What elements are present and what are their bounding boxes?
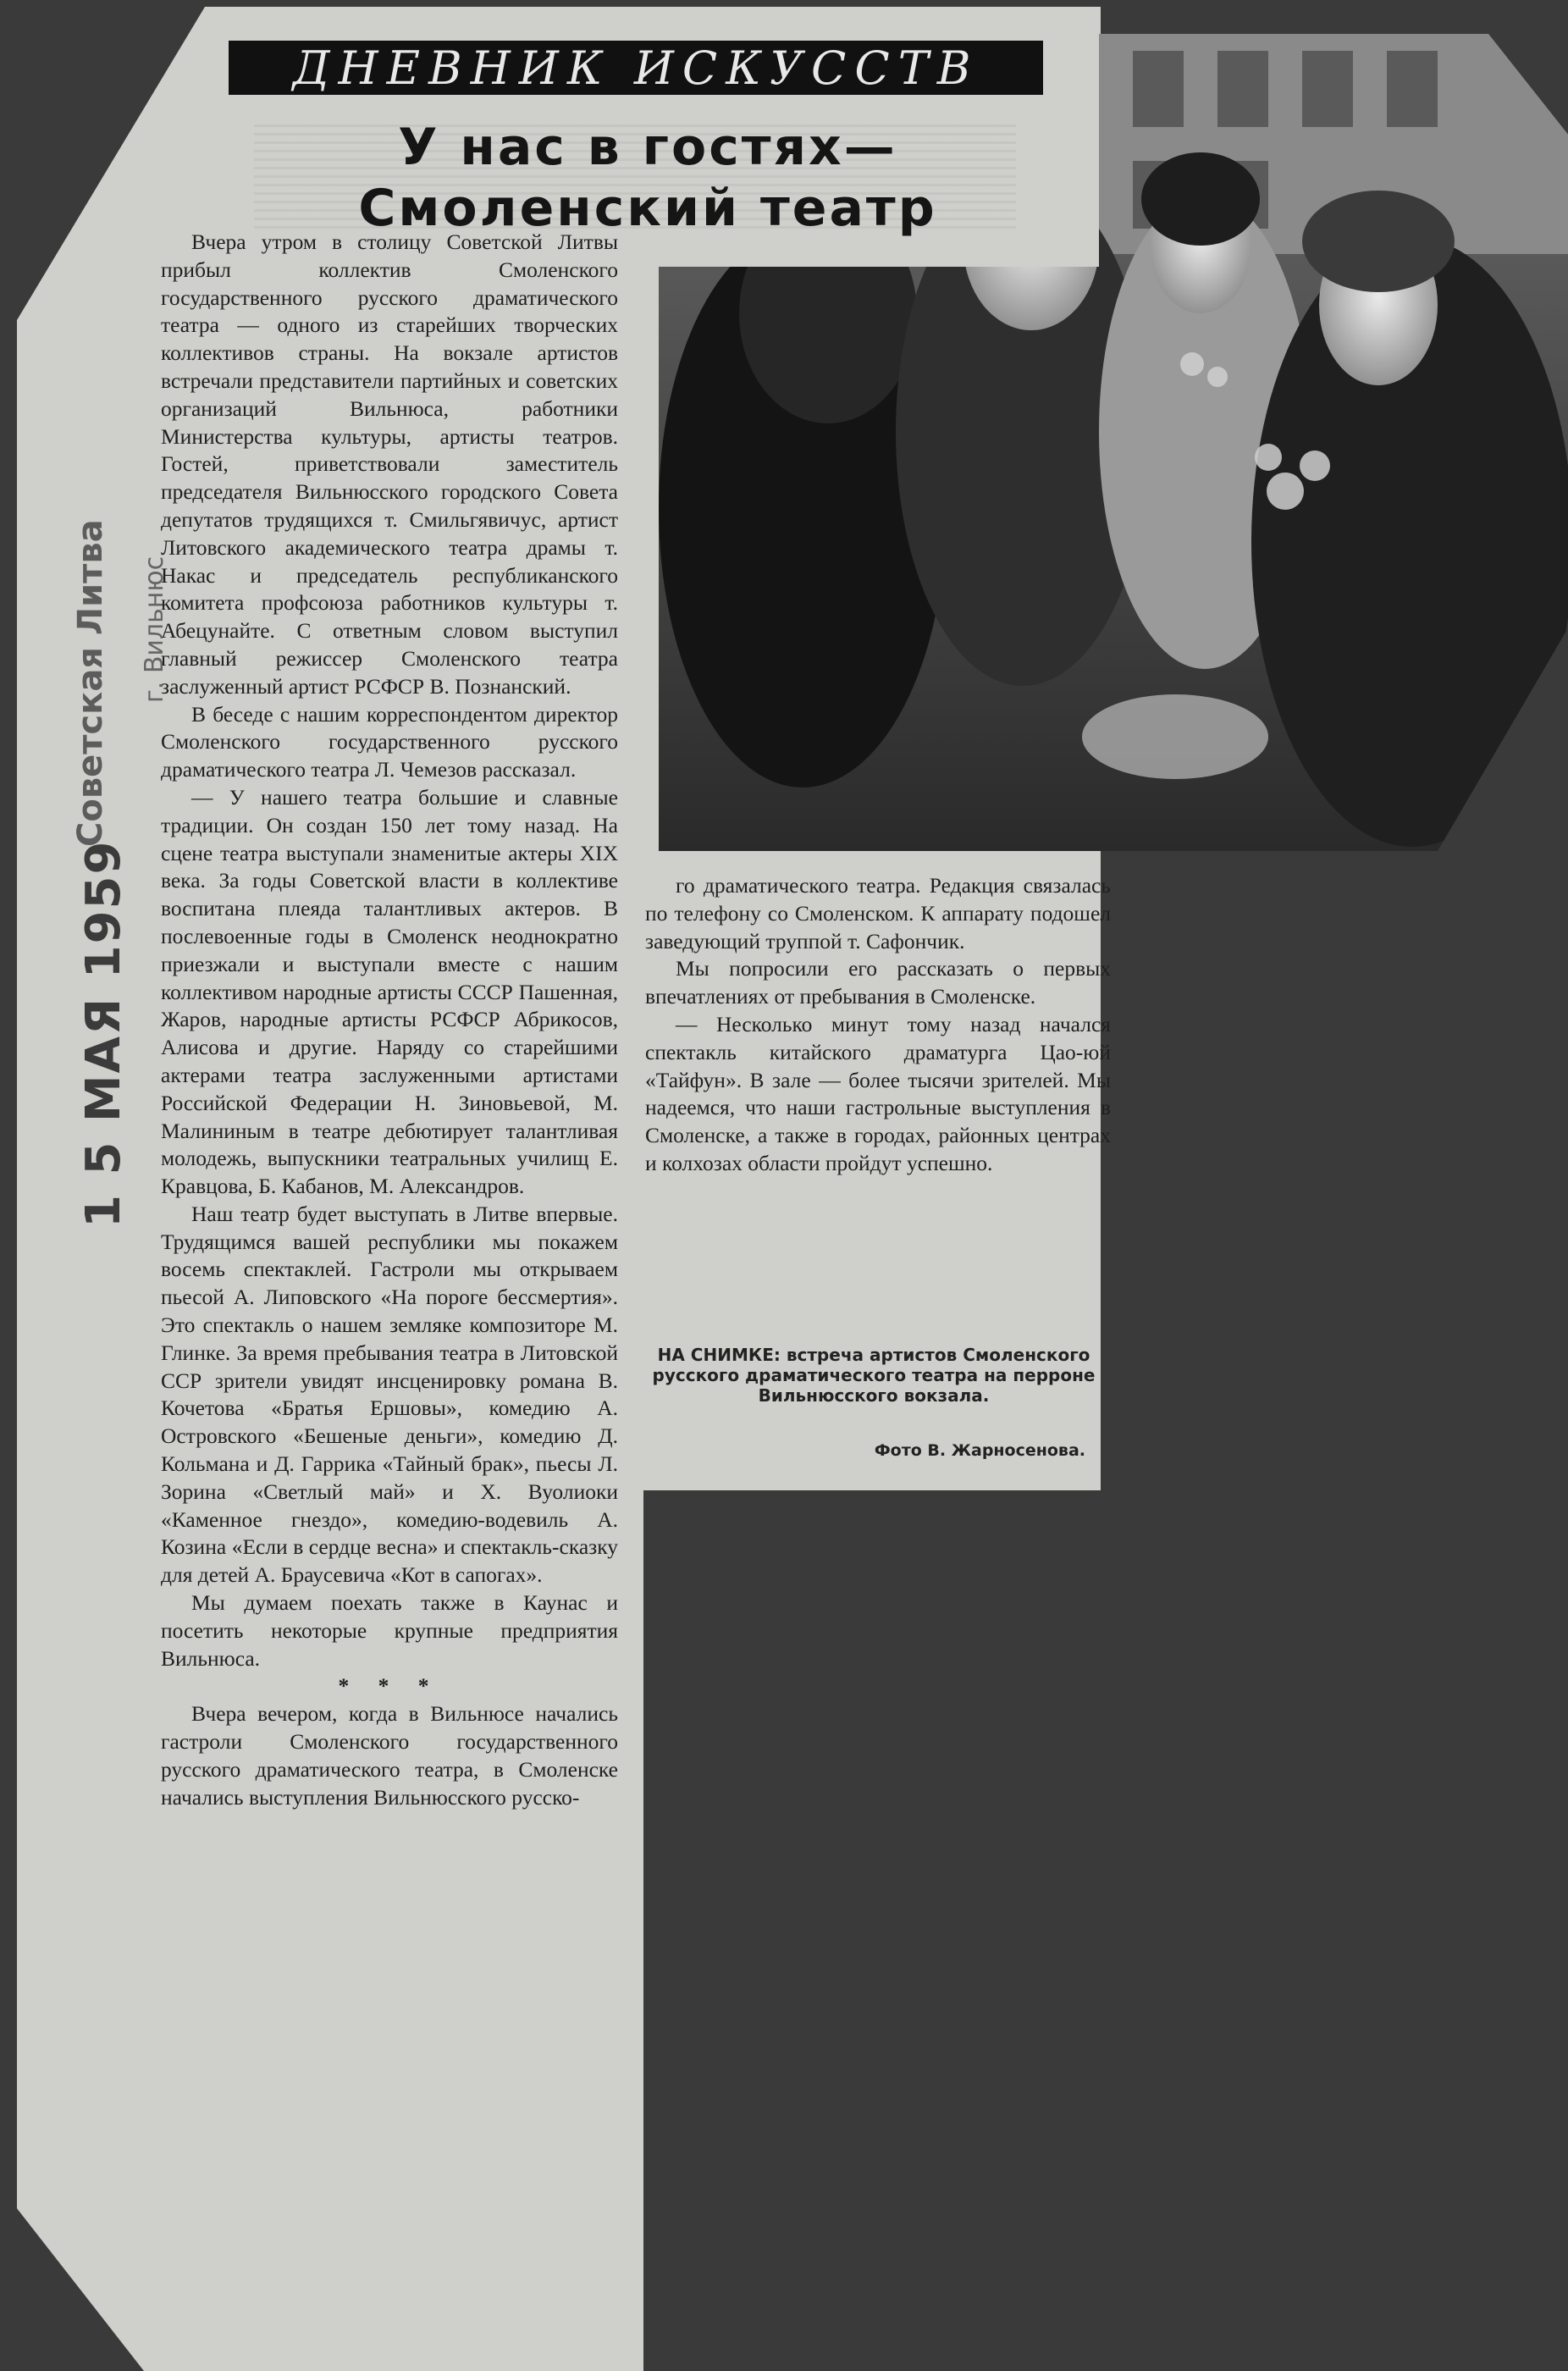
paragraph: Мы думаем поехать также в Каунас и посетить некоторые крупные предприятия Вильнюса. (161, 1590, 618, 1671)
headline-line-2: Смоленский театр (358, 179, 937, 238)
paragraph: — Несколько минут тому назад начался спектакль китайского драматурга Цао-юй «Тайфун». В зале — более тысячи зрителей. Мы надеемся, что наши гастрольные выступления в Смоленске, а также в городах, районных центрах и колхозах области пройдут успешно. (645, 1011, 1111, 1175)
article-headline (254, 117, 1041, 239)
paragraph: Наш театр будет выступать в Литве впервые. Трудящимся вашей республики мы покажем восемь спектаклей. Гастроли мы открываем пьесой А. Липовского «На пороге бессмертия». Это спектакль о нашем земляке композиторе М. Глинке. За время пребывания театра в Литовской ССР зрители увидят инсценировку романа В. Кочетова «Братья Ершовы», комедию А. Островского «Бешеные деньги», комедию Д. Кольмана и Д. Гаррика «Тайный брак», пьесы Л. Зорина «Светлый май» и Х. Вуолиоки «Каменное гнездо», комедию-водевиль А. Козина «Если в сердце весна» и спектакль-сказку для детей А. Браусевича «Кот в сапогах». (161, 1201, 618, 1588)
rubric-title: ДНЕВНИК ИСКУССТВ (292, 41, 980, 95)
paragraph: Мы попросили его рассказать о первых впечатлениях от пребывания в Смоленске. (645, 956, 1111, 1009)
rubric-banner (229, 41, 1043, 95)
paragraph: В беседе с нашим корреспондентом директор Смоленского государственного русского драматического театра Л. Чемезов рассказал. (161, 701, 618, 782)
headline-line-1: У нас в гостях— (398, 118, 897, 177)
paragraph: Вчера утром в столицу Советской Литвы прибыл коллектив Смоленского государственного русского драматического театра — одного из старейших творческих коллективов страны. На вокзале артистов встречали представители партийных и советских организаций Вильнюса, работники Министерства культуры, артисты театров. Гостей, приветствовали заместитель председателя Вильнюсского городского Совета депутатов трудящихся т. Смильгявичус, артист Литовского академического театра драмы т. Накас и председатель республиканского комитета профсоюза работников культуры т. Абецунайте. С ответным словом выступил главный режиссер Смоленского театра заслуженный артист РСФСР В. Познанский. (161, 229, 618, 699)
caption-lead: НА СНИМКЕ: (657, 1345, 781, 1365)
photo-caption (645, 1345, 1102, 1406)
stamp-newspaper-source: Советская Литва (71, 519, 110, 847)
section-separator: * * * (338, 1673, 441, 1699)
paragraph: го драматического театра. Редакция связалась по телефону со Смоленском. К аппарату подошел заведующий труппой т. Сафончик. (645, 873, 1111, 953)
article-column-2 (645, 872, 1111, 1178)
paragraph: — У нашего театра большие и славные традиции. Он создан 150 лет тому назад. На сцене театра выступали знаменитые актеры XIX века. За годы Советской власти в коллективе воспитана плеяда талантливых актеров. В послевоенные годы в Смоленск неоднократно приезжали и выступали вместе с нашим коллективом народные артисты СССР Пашенная, Жаров, народные артисты РСФСР Абрикосов, Алисова и другие. Наряду со старейшими актерами театра заслуженными артистами Российской Федерации Н. Зиновьевой, М. Малининым в театре дебютирует талантливая молодежь, выпускники театральных училищ Е. Кравцова, Б. Кабанов, М. Александров. (161, 784, 618, 1199)
stamp-city: г. Вильнюс (140, 555, 169, 703)
caption-text: встреча артистов Смоленского русского драматического театра на перроне Вильнюсского вокзала. (652, 1345, 1096, 1406)
article-column-1 (161, 229, 618, 1811)
paragraph: Вчера вечером, когда в Вильнюсе начались гастроли Смоленского государственного русского драматического театра, в Смоленске начались выступления Вильнюсского русско- (161, 1701, 618, 1810)
photo-credit: Фото В. Жарносенова. (874, 1441, 1085, 1460)
stamp-date: 1 5 МАЯ 1959 (76, 839, 131, 1228)
